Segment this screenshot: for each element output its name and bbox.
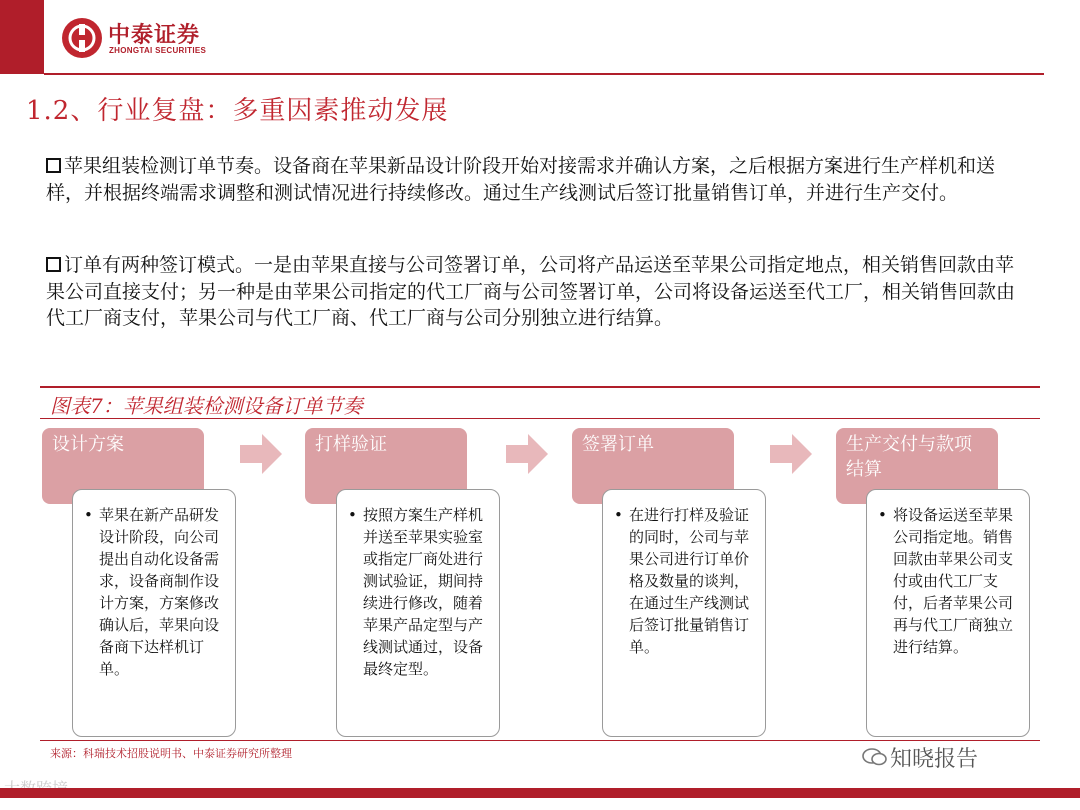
watermark-text: 知晓报告 (890, 747, 979, 772)
paragraph-signing-modes (46, 252, 1016, 332)
step-header-design: 设计方案 (42, 428, 204, 504)
right-arrow-icon (506, 434, 548, 474)
source-note: 来源：科瑞技术招股说明书、中泰证券研究所整理 (50, 747, 292, 760)
logo-english-name: ZHONGTAI SECURITIES (109, 46, 207, 55)
paragraph-text: 订单有两种签订模式。一是由苹果直接与公司签署订单，公司将产品运送至苹果公司指定地点，相关销售回款由苹果公司直接支付；另一种是由苹果公司指定的代工厂商与公司签署订单，公司将设备运送至代工厂，相关销售回款由代工厂商支付，苹果公司与代工厂商、代工厂商与公司分别独立进行结算。 (46, 254, 1016, 329)
right-arrow-icon (770, 434, 812, 474)
right-arrow-icon (240, 434, 282, 474)
checkbox-bullet-icon (46, 158, 61, 173)
section-title: 1.2、行业复盘：多重因素推动发展 (26, 96, 449, 126)
bullet-icon: • (614, 506, 623, 524)
company-logo (62, 14, 262, 64)
header-divider (44, 73, 1044, 75)
logo-chinese-name: 中泰证券 (108, 23, 201, 48)
paragraph-order-rhythm (46, 153, 1016, 206)
step-header-order: 签署订单 (572, 428, 734, 504)
step-detail: 在进行打样及验证的同时，公司与苹果公司进行订单价格及数量的谈判，在通过生产线测试后签订批量销售订单。 (629, 506, 750, 656)
bullet-icon: • (878, 506, 887, 524)
checkbox-bullet-icon (46, 257, 61, 272)
logo-mark-icon (62, 18, 102, 58)
footer-bar (0, 788, 1080, 798)
step-card-delivery (866, 489, 1030, 737)
bullet-icon: • (84, 506, 93, 524)
header-accent-bar (0, 0, 44, 74)
step-header-delivery: 生产交付与款项结算 (836, 428, 998, 504)
step-detail: 将设备运送至苹果公司指定地。销售回款由苹果公司支付或由代工厂支付，后者苹果公司再与代工厂商独立进行结算。 (893, 506, 1014, 656)
step-header-sample: 打样验证 (305, 428, 467, 504)
step-detail: 苹果在新产品研发设计阶段，向公司提出自动化设备需求，设备商制作设计方案，方案修改确认后，苹果向设备商下达样机订单。 (99, 506, 220, 678)
figure-title: 图表7：苹果组装检测设备订单节奏 (50, 394, 363, 418)
figure-top-rule (40, 386, 1040, 388)
step-card-design (72, 489, 236, 737)
bullet-icon: • (348, 506, 357, 524)
step-detail: 按照方案生产样机并送至苹果实验室或指定厂商处进行测试验证，期间持续进行修改，随着苹果产品定型与产线测试通过，设备最终定型。 (363, 506, 484, 678)
figure-title-rule (40, 418, 1040, 419)
figure-bottom-rule (40, 740, 1040, 741)
step-card-order (602, 489, 766, 737)
step-card-sample (336, 489, 500, 737)
wechat-icon (862, 747, 888, 767)
paragraph-text: 苹果组装检测订单节奏。设备商在苹果新品设计阶段开始对接需求并确认方案，之后根据方案进行生产样机和送样，并根据终端需求调整和测试情况进行持续修改。通过生产线测试后签订批量销售订单，并进行生产交付。 (46, 155, 996, 204)
